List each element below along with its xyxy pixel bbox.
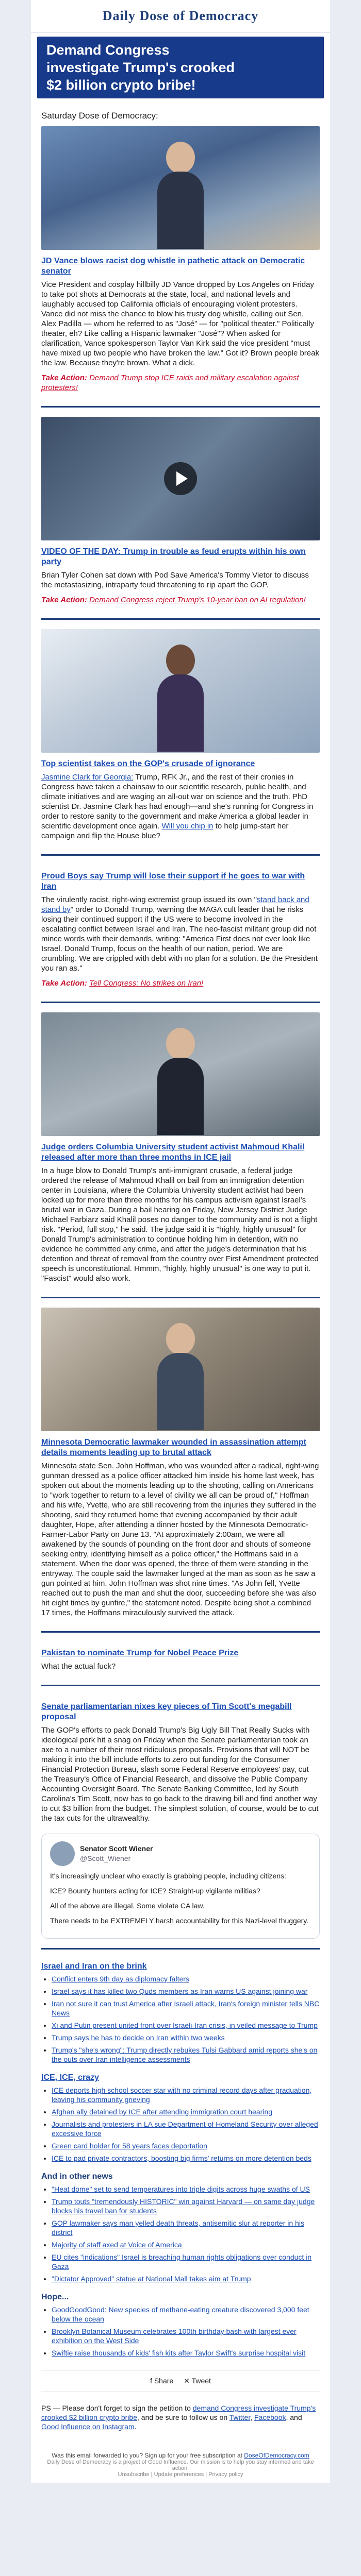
play-icon[interactable] [164, 462, 197, 495]
twitter-link[interactable]: Twitter [229, 2413, 251, 2421]
ice-list [52, 2086, 320, 2163]
story7 [31, 1642, 330, 1676]
signup-link[interactable]: DoseOfDemocracy.com [244, 2452, 309, 2459]
list-item: • Xi and Putin present united front over Israeli-Iran crisis, in veiled message to Trump [52, 2021, 320, 2030]
story3 [31, 753, 330, 846]
story3-image[interactable] [41, 629, 320, 753]
list-item: • Brooklyn Botanical Museum celebrates 100th birthday bash with largest ever exhibition on the West Side [52, 2327, 320, 2345]
story3-headline[interactable]: Top scientist takes on the GOP's crusade of ignorance [41, 759, 255, 768]
tweet-text: All of the above are illegal. Some violate CA law. [50, 1902, 205, 1910]
take-action-label: Take Action: [41, 374, 87, 382]
banner-line1: Demand Congress [46, 42, 170, 58]
section-title-other-news: And in other news [41, 2172, 113, 2181]
section-title-israel-iran[interactable]: Israel and Iran on the brink [41, 1962, 147, 1971]
story5 [31, 1136, 330, 1289]
avatar [50, 1841, 75, 1866]
newsletter [31, 0, 330, 2483]
divider [41, 854, 320, 856]
hope-list [52, 2305, 320, 2358]
chip-in-link[interactable]: Will you chip in [161, 822, 214, 831]
list-item: • Green card holder for 58 years faces deportation [52, 2141, 320, 2150]
list-item: • EU cites "indications" Israel is breaching human rights obligations over conduct in Gaza [52, 2252, 320, 2271]
story6-image[interactable] [41, 1308, 320, 1431]
take-action-link[interactable]: Demand Trump stop ICE raids and military escalation against protesters! [41, 374, 299, 392]
list-item: • ICE to pad private contractors, boosting big firms' returns on more detention beds [52, 2154, 320, 2163]
list-item: • GOP lawmaker says man yelled death threats, antisemitic slur at reporter in his district [52, 2218, 320, 2237]
list-item: • Trump says he has to decide on Iran within two weeks [52, 2033, 320, 2042]
story1-image[interactable] [41, 126, 320, 250]
story1-headline[interactable]: JD Vance blows racist dog whistle in pathetic attack on Democratic senator [41, 257, 305, 276]
facebook-link[interactable]: Facebook [254, 2413, 286, 2421]
share-bar [41, 2370, 320, 2392]
story3-tail: to help jump-start her campaign and flip the House blue? [41, 822, 289, 840]
petition-banner[interactable] [37, 37, 324, 98]
story4-body2: " order to Donald Trump, warning the MAGA cult leader that he risks losing their continued support if the US were to become involved in the escalating conflict between Israel and Iran. The neo-fascist militant group did not mince words with their demands, writing: "America First does not ever look like Israel. Donald Trump, focus on the health of our nation, period. We are crumbling. We are crippled with debt with no plan for a solution. Be the President you ran as." [41, 905, 318, 973]
take-action-label: Take Action: [41, 979, 87, 988]
list-item: • Swiftie raise thousands of kids' fish kits after Taylor Swift's surprise hospital visit [52, 2348, 320, 2358]
list-item: • Trump touts "tremendously HISTORIC" win against Harvard — on same day judge blocks his travel ban for students [52, 2197, 320, 2215]
story6-headline[interactable]: Minnesota Democratic lawmaker wounded in assassination attempt details moments leading up to brutal attack [41, 1438, 306, 1457]
tweet-handle: @Scott_Wiener [80, 1854, 131, 1862]
story6 [31, 1431, 330, 1623]
take-action-label: Take Action: [41, 596, 87, 604]
story4-headline[interactable]: Proud Boys say Trump will lose their support if he goes to war with Iran [41, 872, 305, 891]
instagram-link[interactable]: Good Influence on Instagram [41, 2422, 135, 2431]
list-item: • Conflict enters 9th day as diplomacy falters [52, 1974, 320, 1984]
tweet-text: There needs to be EXTREMELY harsh accountability for this Nazi-level thuggery. [50, 1917, 309, 1925]
twitter-icon: ✕ [184, 2377, 190, 2385]
story6-body: Minnesota state Sen. John Hoffman, who was wounded after a radical, right-wing gunman dressed as a police officer attacked him inside his home last week, has spoken out about the moments leading up to the shooting, calling on Americans to "work together to return to a level of civility we all can be proud of," Hoffman and his wife, Yvette, who are still recovering from the injuries they suffered in the shooting, said they returned home that evening accompanied by their adult daughter, Hope, after attending a dinner hosted by the Minnesota Democratic-Farmer-Labor Party on June 13. "At approximately 2:00am, we were all awakened by the sounds of pounding on the front door and shouts of someone seeking entry, identifying himself as a police officer," the Hoffmans said in a statement. When the door was opened, the three of them were standing in the entryway. The couple said the lawmaker lunged at the man as soon as he saw a gun pointed at him. John Hoffman was shot nine times. "As John fell, Yvette reached out to push the man and shut the door, succeeding before she was also hit eight times by gunfire," the statement noted. Despite being shot a combined 17 times, the Hoffmans miraculously survived the attack. [41, 1462, 319, 1617]
story1 [31, 250, 330, 398]
story7-body: What the actual fuck? [41, 1662, 116, 1671]
story2-body: Brian Tyler Cohen sat down with Pod Save America's Tommy Vietor to discuss the metastasizing, intraparty feud threatening to rip apart the GOP. [41, 571, 309, 589]
story2-headline[interactable]: VIDEO OF THE DAY: Trump in trouble as feud erupts within his own party [41, 547, 306, 566]
story4 [31, 865, 330, 993]
take-action-link[interactable]: Tell Congress: No strikes on Iran! [89, 979, 204, 988]
tweet-text: It's increasingly unclear who exactly is grabbing people, including citizens: [50, 1872, 286, 1880]
list-item: • Afghan ally detained by ICE after attending immigration court hearing [52, 2107, 320, 2116]
story3-body: Trump, RFK Jr., and the rest of their cronies in Congress have taken a chainsaw to our scientific research, public health, and climate initiatives and are waging an all-out war on science and the truth. PhD scientist Dr. Jasmine Clark has had enough—and she's running for Congress in order to restore sanity to the government and make America a global leader in scientific development once again. [41, 773, 314, 831]
postscript: PS — Please don't forget to sign the petition to demand Congress investigate Trump's crooked $2 billion crypto bribe, and be sure to follow us on Twitter, Facebook, and Good Influence on Instagram. [41, 2404, 316, 2431]
footer-line: Daily Dose of Democracy is a project of Good Influence. Our mission is to help you stay informed and take action. [47, 2459, 314, 2471]
section-title-ice[interactable]: ICE, ICE, crazy [41, 2073, 100, 2082]
story2 [31, 540, 330, 610]
divider [41, 1948, 320, 1950]
story3-lead[interactable]: Jasmine Clark for Georgia: [41, 773, 134, 782]
other-news-list [52, 2184, 320, 2283]
share-button[interactable]: f Share [150, 2377, 174, 2385]
banner-line2: investigate Trump's crooked [46, 60, 235, 75]
story7-headline[interactable]: Pakistan to nominate Trump for Nobel Peace Prize [41, 1649, 239, 1657]
facebook-icon: f [150, 2377, 152, 2385]
list-item: • Majority of staff axed at Voice of America [52, 2240, 320, 2249]
tweet-author: Senator Scott Wiener [80, 1844, 153, 1853]
israel-iran-list [52, 1974, 320, 2064]
footer-links[interactable]: Unsubscribe | Update preferences | Privacy policy [118, 2471, 243, 2478]
list-item: • Iran not sure it can trust America after Israeli attack, Iran's foreign minister tells NBC News [52, 1999, 320, 2018]
divider [41, 1297, 320, 1298]
embedded-tweet[interactable] [41, 1834, 320, 1939]
list-item: • Trump's "she's wrong": Trump directly rebukes Tulsi Gabbard amid reports she's on the outs over Iran intelligence assessments [52, 2045, 320, 2064]
story8-headline[interactable]: Senate parliamentarian nixes key pieces of Tim Scott's megabill proposal [41, 1702, 292, 1721]
story8 [31, 1696, 330, 1828]
masthead-title[interactable]: Daily Dose of Democracy [31, 0, 330, 32]
story1-body: Vice President and cosplay hillbilly JD Vance dropped by Los Angeles on Friday to take pot shots at Democrats at the state, local, and national levels and laughably accused top California officials of encouraging violent protesters. Vance did not miss the chance to blow his trusty dog whistle, calling out Sen. Alex Padilla — whom he referred to as "José" — for "political theater." Politically theater, eh? Like calling a Hispanic lawmaker "José"? When asked for clarification, Vance spokesperson Taylor Van Kirk said the vice president "must have mixed up two people who have broken the law." Got it? Brown people break the law. Because they're brown. What a dick. [41, 280, 319, 367]
list-item: • "Heat dome" set to send temperatures into triple digits across huge swaths of US [52, 2184, 320, 2194]
footer: Was this email forwarded to you? Sign up for your free subscription at DoseOfDemocracy.com Daily Dose of Democracy is a project of Good Influence. Our mission is to help you stay informed and take action. Unsubscribe | Update preferences | Privacy policy [31, 2447, 330, 2483]
list-item: • ICE deports high school soccer star with no criminal record days after graduation, leaving his community grieving [52, 2086, 320, 2104]
tweet-text: ICE? Bounty hunters acting for ICE? Straight-up vigilante militias? [50, 1887, 260, 1895]
video-thumbnail[interactable] [41, 417, 320, 540]
story8-body: The GOP's efforts to pack Donald Trump's Big Ugly Bill That Really Sucks with ideological pork hit a snag on Friday when the Senate parliamentarian took an axe to a number of their most ridiculous proposals. Provisions that will NOT be making it into the bill include efforts to zero out funding for the Consumer Financial Protection Bureau, slash some Federal Reserve employees' pay, cut the Treasury's Office of Financial Research, and dissolve the Public Company Accounting Oversight Board. The Senate Banking Committee, led by South Carolina's Tim Scott, now has to go back to the drawing bill and find another way to cut $3 billion from the budget. The simplest solution, of course, would be to cut the tax cuts for the ultrawealthy. [41, 1726, 319, 1823]
divider [41, 618, 320, 620]
divider [41, 1685, 320, 1686]
banner-line3: $2 billion crypto bribe! [46, 77, 196, 93]
divider [41, 1002, 320, 1003]
story5-image[interactable] [41, 1012, 320, 1136]
tweet-button[interactable]: ✕ Tweet [184, 2377, 211, 2385]
divider [41, 406, 320, 408]
greeting: Saturday Dose of Democracy: [41, 111, 158, 121]
story4-body1: The virulently racist, right-wing extremist group issued its own " [41, 895, 257, 904]
list-item: • GoodGoodGood: New species of methane-eating creature discovered 3,000 feet below the ocean [52, 2305, 320, 2324]
petition-link[interactable]: demand Congress investigate Trump's crooked $2 billion crypto bribe [41, 2404, 316, 2421]
divider [41, 1631, 320, 1633]
story5-headline[interactable]: Judge orders Columbia University student activist Mahmoud Khalil released after more than three months in ICE jail [41, 1143, 305, 1162]
story4-link[interactable]: stand back and stand by [41, 895, 309, 914]
list-item: • "Dictator Approved" statue at National Mall takes aim at Trump [52, 2274, 320, 2283]
take-action-link[interactable]: Demand Congress reject Trump's 10-year ban on AI regulation! [89, 596, 306, 604]
section-title-hope: Hope... [41, 2293, 69, 2301]
list-item: • Journalists and protesters in LA sue Department of Homeland Security over alleged excessive force [52, 2120, 320, 2138]
list-item: • Israel says it has killed two Quds members as Iran warns US against joining war [52, 1987, 320, 1996]
story5-body: In a huge blow to Donald Trump's anti-immigrant crusade, a federal judge ordered the release of Mahmoud Khalil on bail from an immigration detention center in Louisiana, where the Columbia University student activist had been locked up for more than three months for his campus activism against Israel's brutal war in Gaza. During a bail hearing on Friday, New Jersey District Judge Michael Farbiarz said Khalil poses no danger to the community and is not a flight risk. "Period, full stop," he said. The judge said it is "highly, highly unusual" for Donald Trump's administration to continue holding him in detention, with no evidence he committed any crime, and after the judge's determination that his detention and threat of removal from the country over First Amendment protected speech is unconstitutional. Hmmm, "highly, highly unusual" is one way to put it. "Fascist" would also work. [41, 1166, 319, 1283]
